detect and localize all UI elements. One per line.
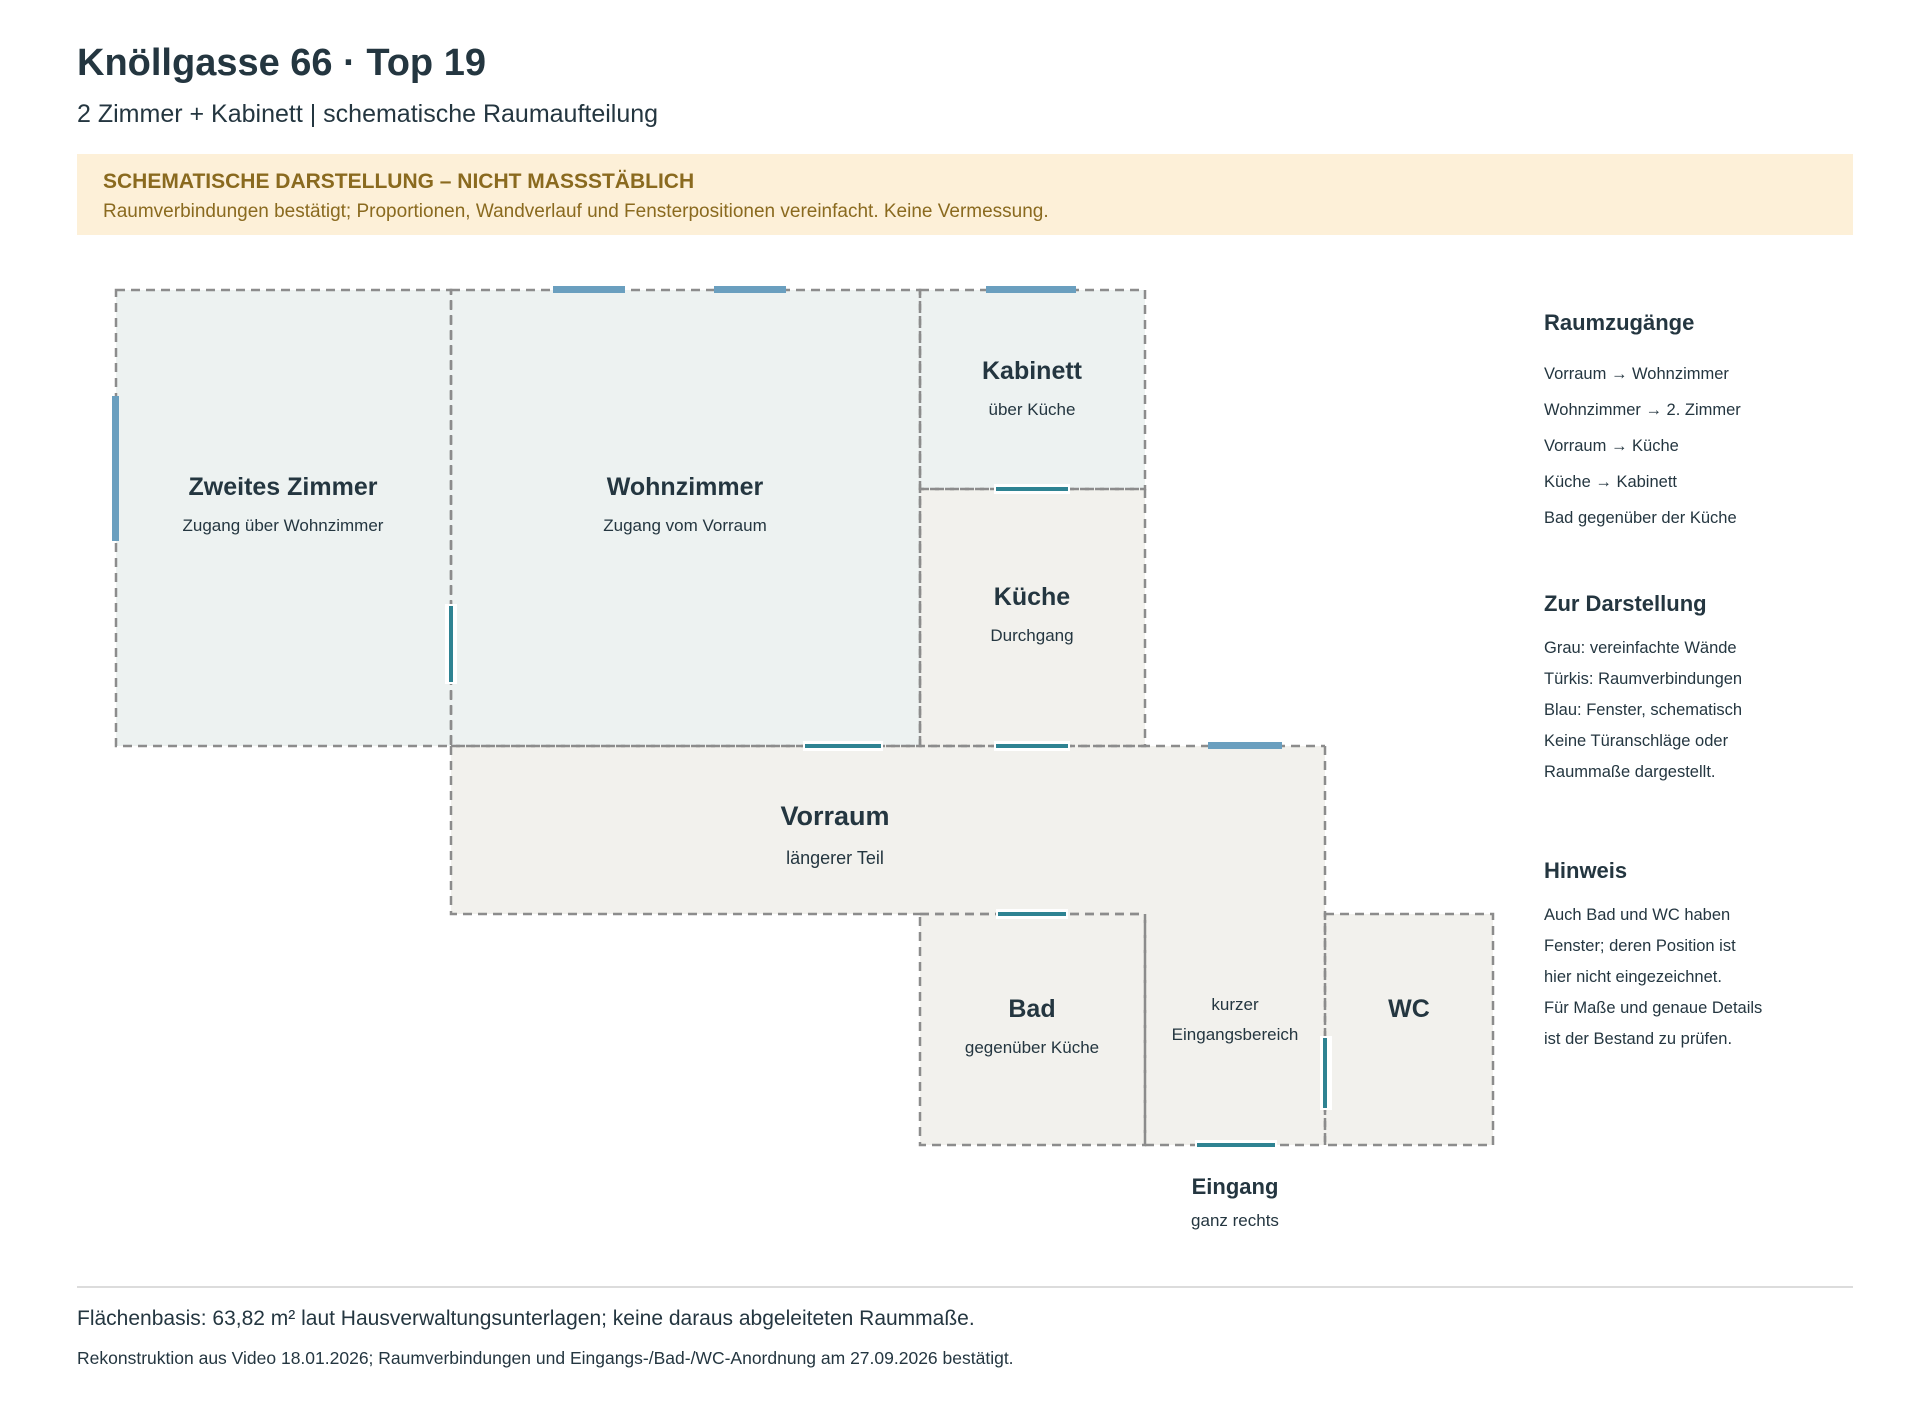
access-item: Vorraum → Küche [1544,437,1679,455]
note-heading: Hinweis [1544,858,1628,883]
room-wc [1325,914,1493,1145]
note-item: hier nicht eingezeichnet. [1544,968,1722,986]
access-list [1544,356,1741,536]
door-vorraum-kueche [994,741,1070,751]
room-kabinett [920,290,1145,489]
window-kabinett [986,286,1076,293]
page-subtitle: 2 Zimmer + Kabinett | schematische Raumaufteilung [77,100,659,128]
note-bad: gegenüber Küche [964,1038,1100,1057]
access-item: Vorraum → Wohnzimmer [1544,365,1729,383]
label-vorraum: Vorraum [780,801,890,831]
window-vorraum [1208,742,1282,749]
page-title: Knöllgasse 66 · Top 19 [77,42,486,84]
access-item: Küche → Kabinett [1544,473,1677,491]
label-eingangsbereich-2: Eingangsbereich [1171,1025,1299,1044]
label-eingang: Eingang [1191,1174,1279,1199]
legend-item: Keine Türanschläge oder [1544,732,1729,750]
legend-heading: Zur Darstellung [1544,591,1707,616]
door-eingang [1195,1140,1277,1150]
label-bad: Bad [1008,995,1056,1023]
note-wohnzimmer: Zugang vom Vorraum [603,516,767,535]
label-eingangsbereich-1: kurzer [1211,995,1259,1014]
legend-item: Raummaße dargestellt. [1544,763,1716,781]
note-eingang: ganz rechts [1191,1211,1279,1230]
label-kabinett: Kabinett [982,357,1082,385]
door-wohnzimmer-zweites-zimmer [445,604,457,684]
window-wohnzimmer-2 [714,286,786,293]
window-wohnzimmer-1 [553,286,625,293]
footer-divider [77,1286,1853,1288]
footer-source-note: Rekonstruktion aus Video 18.01.2026; Raumverbindungen und Eingangs-/Bad-/WC-Anordnung am 27.09.2026 bestätigt. [77,1348,1014,1368]
legend-item: Blau: Fenster, schematisch [1544,701,1743,719]
legend-item: Grau: vereinfachte Wände [1544,639,1737,657]
banner-text: Raumverbindungen bestätigt; Proportionen, Wandverlauf und Fensterpositionen vereinfacht. Keine Vermessung. [103,201,1049,222]
note-item: Für Maße und genaue Details [1544,999,1763,1017]
window-zweites-zimmer [112,396,119,541]
access-heading: Raumzugänge [1544,310,1695,335]
door-kueche-kabinett [994,484,1070,494]
note-vorraum: längerer Teil [786,848,884,868]
note-list [1544,900,1762,1055]
legend-list [1544,633,1742,788]
legend-item: Türkis: Raumverbindungen [1544,670,1743,688]
label-wc: WC [1388,995,1430,1023]
door-vorraum-wohnzimmer [803,741,883,751]
access-item: Bad gegenüber der Küche [1544,509,1737,527]
footer-area-basis: Flächenbasis: 63,82 m² laut Hausverwaltungsunterlagen; keine daraus abgeleiteten Raummaße. [77,1307,975,1330]
door-eingang-wc [1320,1036,1332,1110]
banner-heading: SCHEMATISCHE DARSTELLUNG – NICHT MASSSTÄBLICH [103,170,695,193]
label-zweites-zimmer: Zweites Zimmer [188,473,378,501]
note-item: Fenster; deren Position ist [1544,937,1736,955]
note-zweites-zimmer: Zugang über Wohnzimmer [182,516,384,535]
note-kabinett: über Küche [988,400,1076,419]
note-item: Auch Bad und WC haben [1544,906,1731,924]
room-bad [920,914,1145,1145]
room-fills [116,290,1493,1145]
access-item: Wohnzimmer → 2. Zimmer [1544,401,1741,419]
note-item: ist der Bestand zu prüfen. [1544,1030,1733,1048]
label-wohnzimmer: Wohnzimmer [606,473,764,501]
label-kueche: Küche [993,583,1071,611]
room-kueche [920,489,1145,746]
note-kueche: Durchgang [990,626,1074,645]
door-vorraum-bad [996,909,1068,919]
